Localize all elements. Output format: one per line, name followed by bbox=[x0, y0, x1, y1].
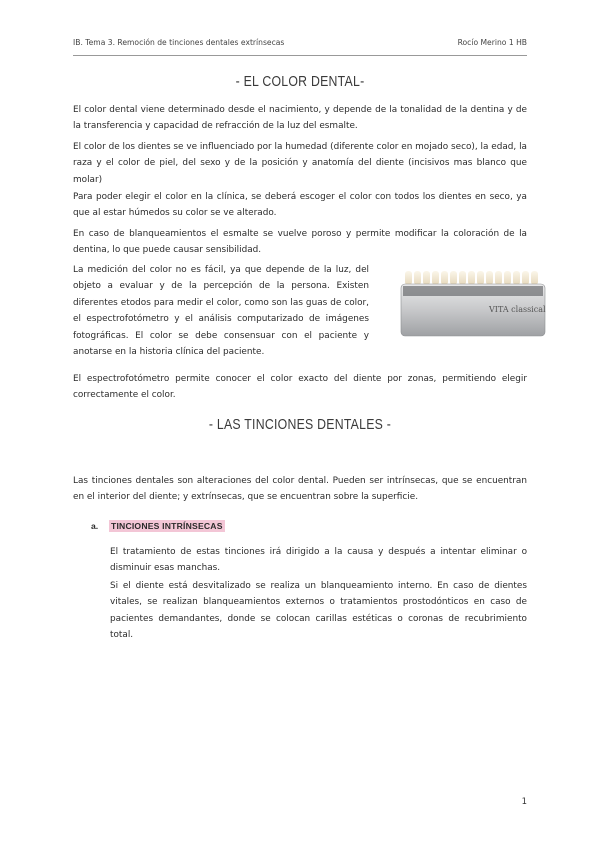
section-title-stains: - LAS TINCIONES DENTALES - bbox=[208, 416, 392, 433]
shade-guide-illustration bbox=[399, 268, 549, 338]
header-author: Rocío Merino 1 HB bbox=[457, 38, 527, 47]
header-title: IB. Tema 3. Remoción de tinciones dentales extrínsecas bbox=[73, 38, 285, 47]
paragraph: La medición del color no es fácil, ya que depende de la luz, del objeto a evaluar y de la percepción de la persona. Existen diferentes etodos para medir el color, como son las guas de color, el espectrofotómetro y el análisis computarizado de imágenes fotográficas. El color se debe consensuar con el paciente y anotarse en la historia clínica del paciente. bbox=[73, 265, 369, 358]
subsection-heading bbox=[91, 521, 225, 531]
shade-guide-image bbox=[399, 268, 549, 338]
paragraph: El tratamiento de estas tinciones irá dirigido a la causa y después a intentar eliminar o disminuir esas manchas. bbox=[110, 547, 527, 574]
shade-guide-label: VITA classical bbox=[489, 305, 546, 314]
paragraph: Las tinciones dentales son alteraciones del color dental. Pueden ser intrínsecas, que se encuentran en el interior del diente; y extrínsecas, que se encuentran sobre la superficie. bbox=[73, 476, 527, 503]
paragraph: El espectrofotómetro permite conocer el color exacto del diente por zonas, permitiendo elegir correctamente el color. bbox=[73, 374, 527, 401]
page-number: 1 bbox=[521, 797, 527, 807]
paragraph: El color de los dientes se ve influenciado por la humedad (diferente color en mojado seco), la edad, la raza y el color de piel, del sexo y de la posición y anatomía del diente (incisivos mas blanco que molar) bbox=[73, 142, 527, 185]
page-header bbox=[73, 38, 527, 47]
header-divider bbox=[73, 55, 527, 56]
subsection-letter: a. bbox=[91, 521, 99, 531]
paragraph: Si el diente está desvitalizado se realiza un blanqueamiento interno. En caso de dientes vitales, se realizan blanqueamientos externos o tratamientos prostodónticos en caso de pacientes demandantes, donde se colocan carillas estéticas o coronas de recubrimiento total. bbox=[110, 581, 527, 641]
paragraph: El color dental viene determinado desde el nacimiento, y depende de la tonalidad de la dentina y de la transferencia y capacidad de refracción de la luz del esmalte. bbox=[73, 105, 527, 132]
subsection-title: TINCIONES INTRÍNSECAS bbox=[111, 521, 223, 531]
section-title-color: - EL COLOR DENTAL- bbox=[235, 73, 365, 90]
teeth-row bbox=[405, 271, 538, 285]
paragraph: Para poder elegir el color en la clínica, se deberá escoger el color con todos los dientes en seco, ya que al estar húmedos su color se ve alterado. bbox=[73, 192, 527, 219]
paragraph: En caso de blanqueamientos el esmalte se vuelve poroso y permite modificar la coloración de la dentina, lo que puede causar sensibilidad. bbox=[73, 229, 527, 256]
